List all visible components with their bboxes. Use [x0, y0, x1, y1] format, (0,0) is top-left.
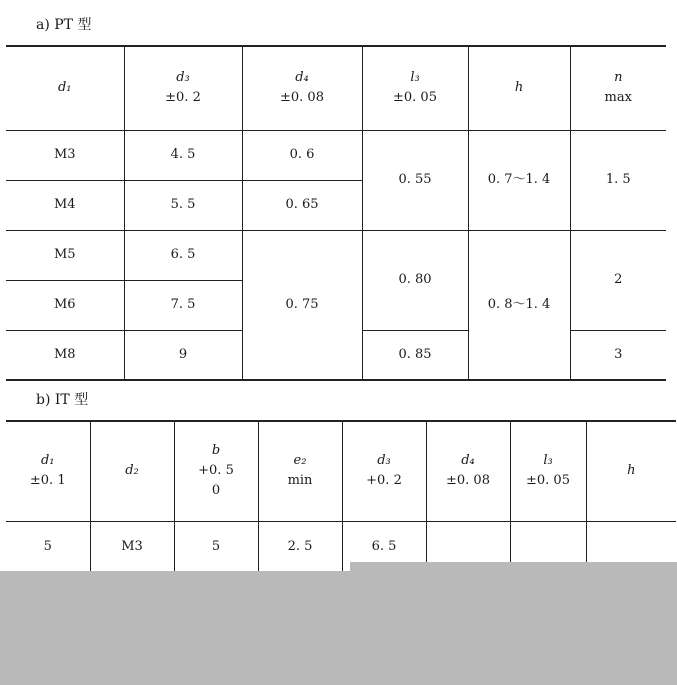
- cell-d1: M8: [6, 330, 124, 380]
- cell-n: 1. 5: [570, 130, 666, 230]
- cell-d1: 5: [6, 521, 90, 573]
- cell-n: 3: [570, 330, 666, 380]
- cell-d3: 5. 5: [124, 180, 242, 230]
- table-a-caption: a) PT 型: [36, 17, 92, 33]
- cell-d1: M5: [6, 230, 124, 280]
- header-d1: d₁ ±0. 1: [6, 421, 90, 521]
- table-row: [6, 230, 666, 280]
- cell-d1: M4: [6, 180, 124, 230]
- scan-overlay: [0, 571, 677, 685]
- cell-l3: 0. 55: [362, 130, 468, 230]
- cell-h: 0. 7～1. 4: [468, 130, 570, 230]
- cell-b: 5: [174, 521, 258, 573]
- cell-d1: M6: [6, 280, 124, 330]
- cell-d1: M3: [6, 130, 124, 180]
- cell-l3: 0. 85: [362, 330, 468, 380]
- header-l3: l₃ ±0. 05: [362, 46, 468, 130]
- cell-d2: M3: [90, 521, 174, 573]
- header-d1: d₁: [6, 46, 124, 130]
- cell-d4: 0. 75: [242, 230, 362, 380]
- table-row: [6, 130, 666, 180]
- cell-n: 2: [570, 230, 666, 330]
- table-b-caption: b) IT 型: [36, 392, 89, 408]
- cell-d3: 4. 5: [124, 130, 242, 180]
- cell-d3: 9: [124, 330, 242, 380]
- cell-l3: 0. 80: [362, 230, 468, 330]
- cell-e2: 2. 5: [258, 521, 342, 573]
- header-b: b +0. 5 0: [174, 421, 258, 521]
- header-d3: d₃ ±0. 2: [124, 46, 242, 130]
- header-l3: l₃ ±0. 05: [510, 421, 586, 521]
- cell-d3: 6. 5: [124, 230, 242, 280]
- cell-d3: 7. 5: [124, 280, 242, 330]
- cell-d4: 0. 65: [242, 180, 362, 230]
- header-h: h: [586, 421, 676, 521]
- table-header-row: [6, 46, 666, 130]
- cell-h: 0. 8～1. 4: [468, 230, 570, 380]
- header-d3: d₃ +0. 2: [342, 421, 426, 521]
- header-d4: d₄ ±0. 08: [242, 46, 362, 130]
- cell-d3: 6. 5: [342, 521, 426, 573]
- header-h: h: [468, 46, 570, 130]
- table-header-row: [6, 421, 676, 521]
- header-d4: d₄ ±0. 08: [426, 421, 510, 521]
- cell-d4: 0. 6: [242, 130, 362, 180]
- header-n: n max: [570, 46, 666, 130]
- header-e2: e₂ min: [258, 421, 342, 521]
- pt-type-table: [6, 45, 666, 381]
- header-d2: d₂: [90, 421, 174, 521]
